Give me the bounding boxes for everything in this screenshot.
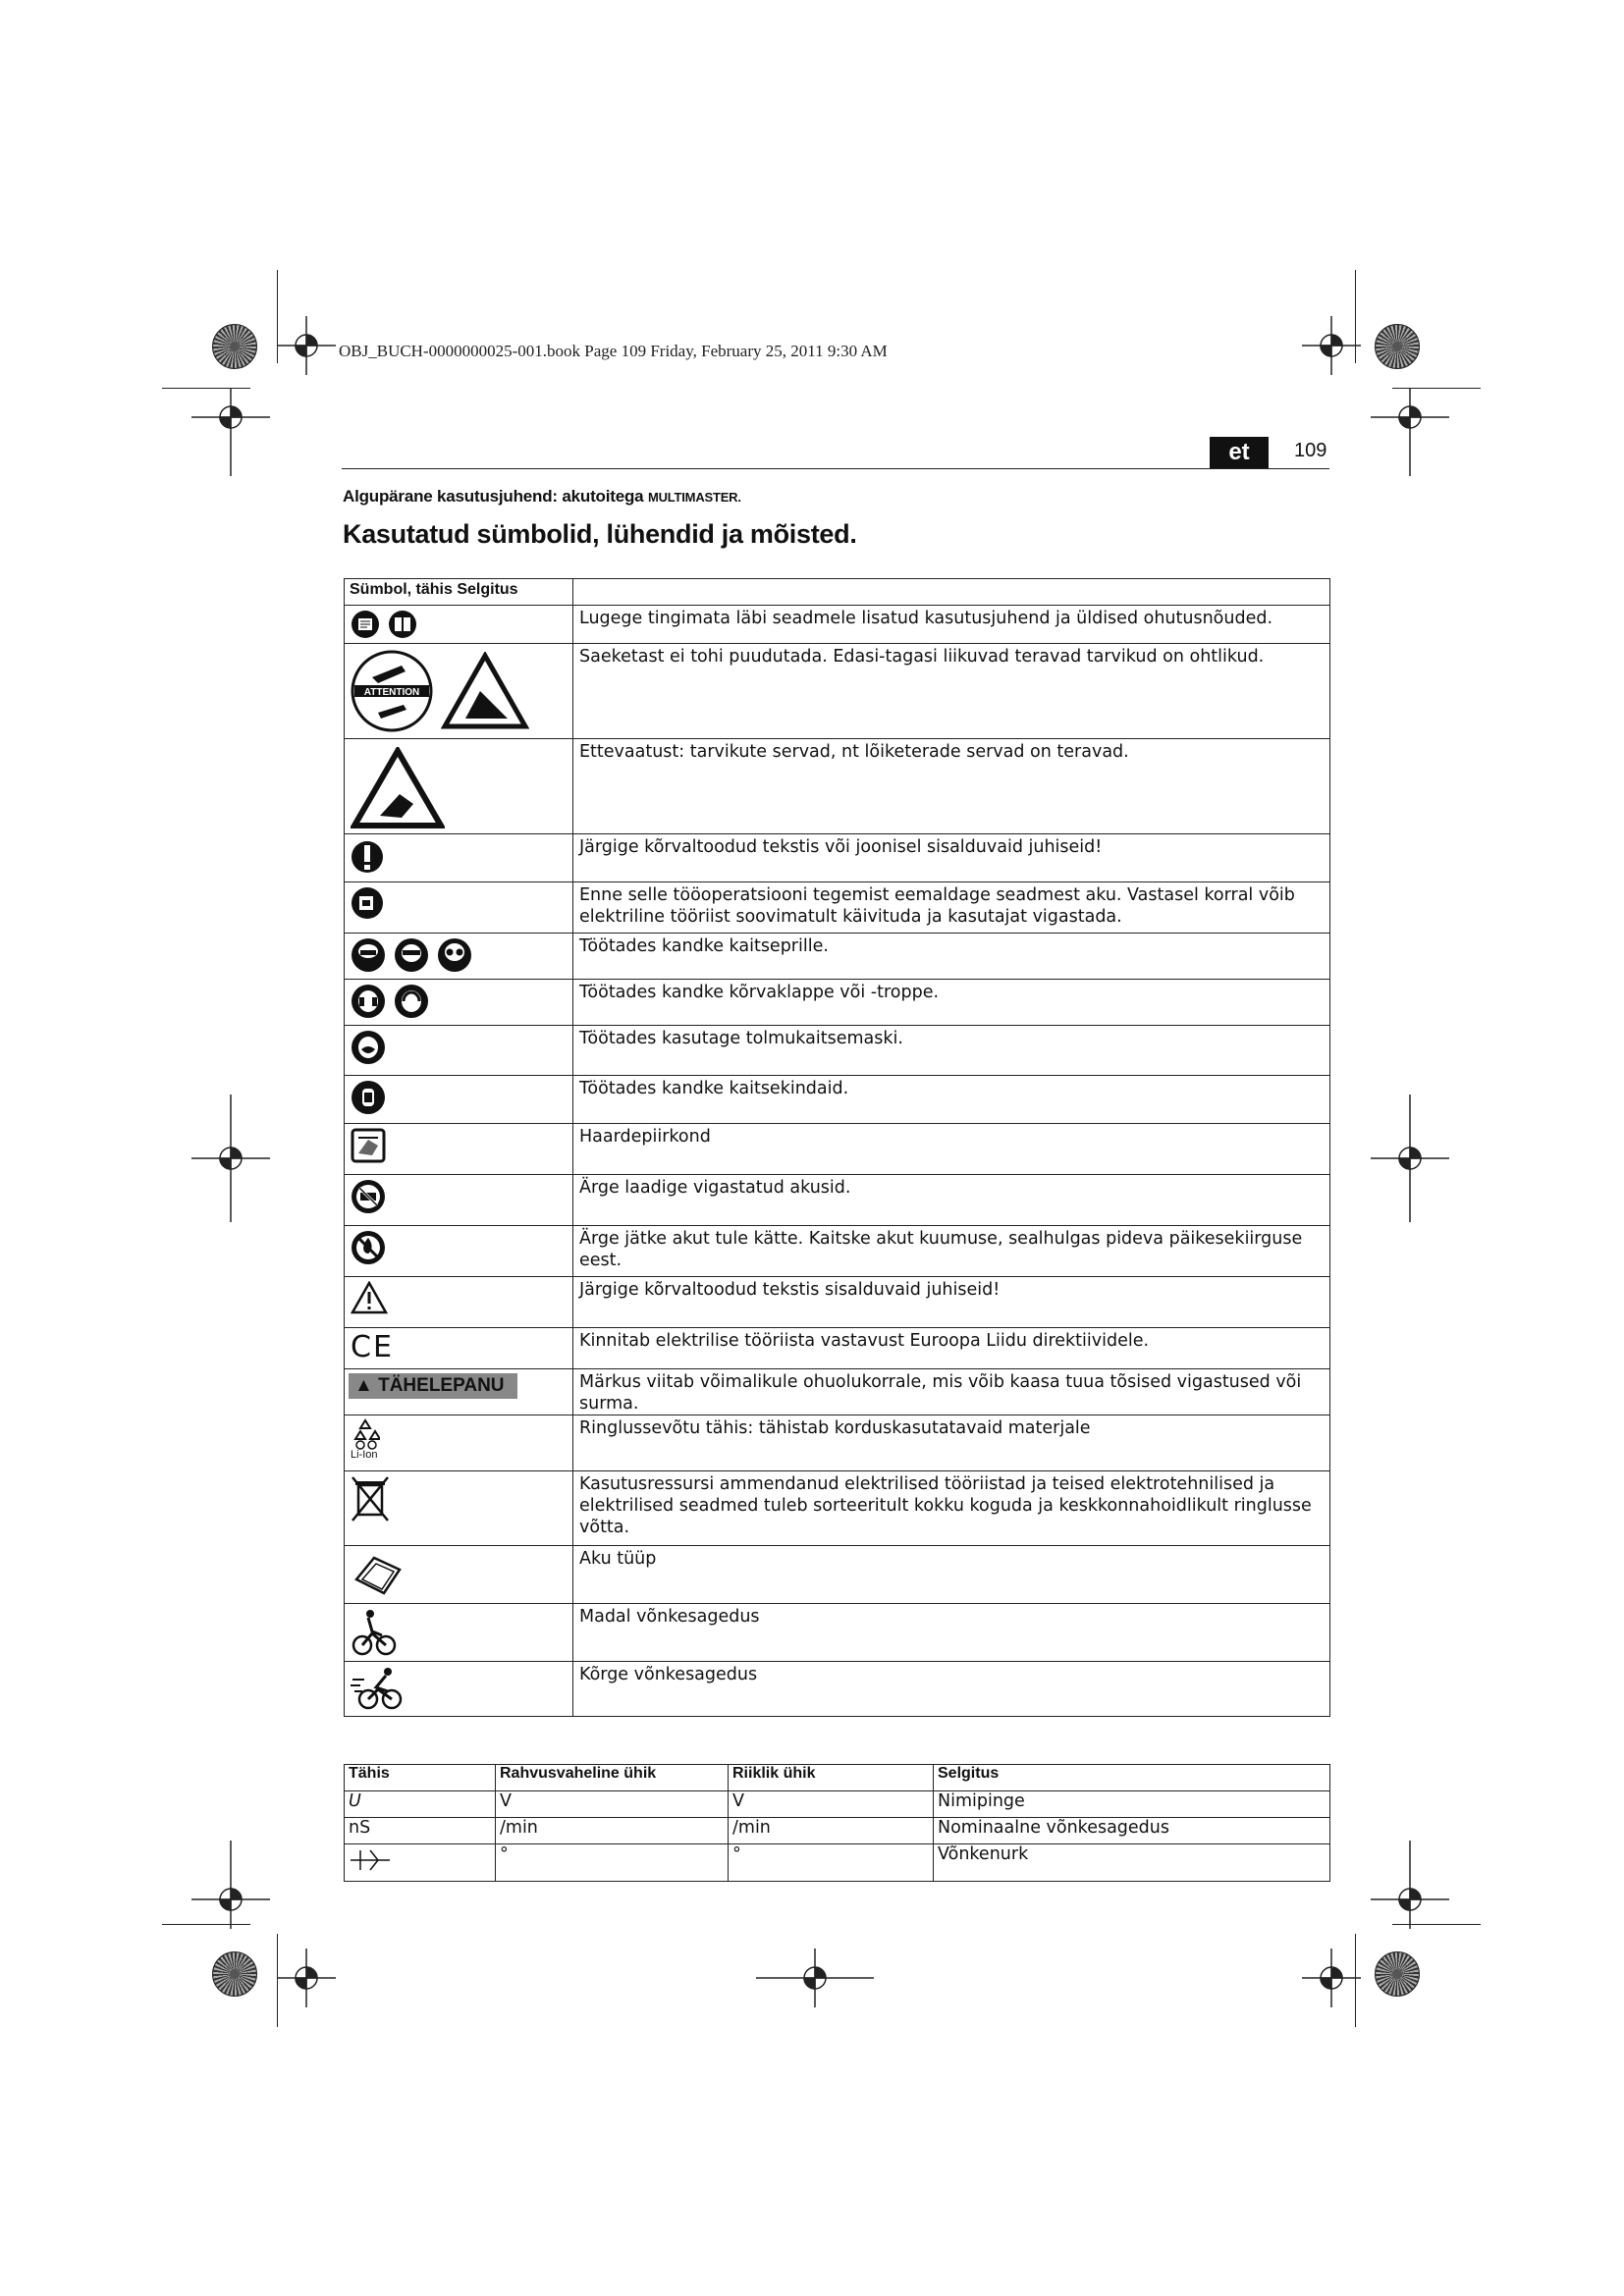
unit-desc: Nimipinge [934, 1791, 1330, 1818]
units-table-header [345, 1765, 1330, 1791]
fast-cyclist-icon [351, 1666, 406, 1711]
table-row [345, 1124, 1330, 1175]
remove-battery-icon [351, 886, 384, 920]
row-text: Madal võnkesagedus [573, 1604, 1330, 1662]
gloves-book-icon [351, 610, 380, 639]
header-national-unit: Riiklik ühik [729, 1765, 934, 1791]
table-row [345, 1844, 1330, 1882]
symbols-table [344, 578, 1330, 1717]
row-text: Aku tüüp [573, 1546, 1330, 1604]
row-text: Töötades kandke kaitseprille. [573, 934, 1330, 980]
weee-bin-icon [351, 1475, 390, 1522]
row-text: Töötades kasutage tolmukaitsemaski. [573, 1026, 1330, 1076]
manual-subtitle [343, 487, 741, 507]
gloves-icon [351, 1080, 386, 1115]
page-number: 109 [1294, 440, 1327, 461]
row-text: Ärge laadige vigastatud akusid. [573, 1175, 1330, 1226]
row-text: Kasutusressursi ammendanud elektrilised tööriistad ja teised elektrotehnilised ja elektrilised seadmed tuleb sorteeritult kokku koguda ja keskkonnahoidlikult ringlusse võtta. [573, 1471, 1330, 1546]
row-text: Järgige kõrvaltoodud tekstis sisalduvaid juhiseid! [573, 1277, 1330, 1328]
row-text: Ettevaatust: tarvikute servad, nt lõiketerade servad on teravad. [573, 739, 1330, 834]
table-row [345, 834, 1330, 882]
tahelepanu-label-icon: ▲ TÄHELEPANU [349, 1373, 517, 1399]
table-row [345, 980, 1330, 1026]
unit-national: V [729, 1791, 934, 1818]
row-text: Järgige kõrvaltoodud tekstis või joonisel sisalduvaid juhiseid! [573, 834, 1330, 882]
table-row [345, 1328, 1330, 1369]
table-row [345, 1226, 1330, 1277]
table-row [345, 606, 1330, 644]
table-row [345, 644, 1330, 739]
unit-intl: ° [496, 1844, 729, 1882]
row-text: Enne selle tööoperatsiooni tegemist eemaldage seadmest aku. Vastasel korral võib elektriline tööriist soovimatult käivituda ja kasutajat vigastada. [573, 882, 1330, 934]
unit-intl: /min [496, 1818, 729, 1844]
row-text: Töötades kandke kaitsekindaid. [573, 1076, 1330, 1124]
battery-pack-icon [351, 1550, 406, 1599]
row-text: Töötades kandke kõrvaklappe või -troppe. [573, 980, 1330, 1026]
table-row [345, 934, 1330, 980]
units-table [344, 1764, 1330, 1882]
table-row [345, 1369, 1330, 1415]
unit-symbol: U [345, 1791, 496, 1818]
earmuff-icon [394, 984, 429, 1019]
table-row [345, 1026, 1330, 1076]
recycle-li-ion-icon [351, 1417, 380, 1451]
tahelepanu-text: TÄHELEPANU [378, 1375, 505, 1396]
attention-label: ATTENTION [363, 687, 420, 698]
unit-symbol: nS [345, 1818, 496, 1844]
header-symbol: Tähis [345, 1765, 496, 1791]
table-row [345, 739, 1330, 834]
table-row [345, 1546, 1330, 1604]
language-badge: et [1210, 437, 1269, 468]
sharp-edges-warning-icon [351, 747, 445, 829]
table-row [345, 1818, 1330, 1844]
row-text: Lugege tingimata läbi seadmele lisatud kasutusjuhend ja üldised ohutusnõuded. [573, 606, 1330, 644]
header-explanation: Selgitus [934, 1765, 1330, 1791]
symbols-table-header-blank [573, 579, 1330, 606]
ear-protection-icon [351, 984, 386, 1019]
row-text: Ärge jätke akut tule kätte. Kaitske akut kuumuse, sealhulgas pideva päikesekiirguse eest. [573, 1226, 1330, 1277]
subtitle-text: Algupärane kasutusjuhend: akutoitega [343, 487, 648, 506]
caution-triangle-icon [351, 1281, 388, 1314]
table-row [345, 1076, 1330, 1124]
unit-symbol [345, 1844, 496, 1882]
li-ion-label: Li-Ion [351, 1449, 378, 1461]
row-text: Haardepiirkond [573, 1124, 1330, 1175]
no-fire-icon [351, 1230, 386, 1265]
unit-desc: Nominaalne võnkesagedus [934, 1818, 1330, 1844]
slow-cyclist-icon [351, 1608, 398, 1657]
face-shield-icon [394, 937, 429, 973]
table-row [345, 882, 1330, 934]
unit-intl: V [496, 1791, 729, 1818]
table-row [345, 1604, 1330, 1662]
row-text: Ringlussevõtu tähis: tähistab korduskasutatavaid materjale [573, 1415, 1330, 1471]
book-info-line: OBJ_BUCH-0000000025-001.book Page 109 Friday, February 25, 2011 9:30 AM [339, 342, 888, 360]
table-row [345, 1415, 1330, 1471]
warning-blade-triangle-icon [441, 652, 529, 730]
symbols-table-header: Sümbol, tähis Selgitus [345, 579, 573, 606]
page-title: Kasutatud sümbolid, lühendid ja mõisted. [343, 519, 857, 549]
table-row [345, 1277, 1330, 1328]
row-text: Märkus viitab võimalikule ohuolukorrale, mis võib kaasa tuua tõsised vigastused või surma. [573, 1369, 1330, 1415]
subtitle-brand: MULTIMASTER. [647, 490, 741, 505]
row-text: Kinnitab elektrilise tööriista vastavust Euroopa Liidu direktiividele. [573, 1328, 1330, 1369]
dust-mask-icon [351, 1030, 386, 1065]
row-text: Kõrge võnkesagedus [573, 1662, 1330, 1717]
header-intl-unit: Rahvusvaheline ühik [496, 1765, 729, 1791]
table-row [345, 1175, 1330, 1226]
table-row [345, 1791, 1330, 1818]
header-rule [342, 468, 1329, 469]
table-row [345, 1471, 1330, 1546]
unit-national: ° [729, 1844, 934, 1882]
table-row [345, 1662, 1330, 1717]
manual-book-icon [388, 610, 417, 639]
unit-desc: Võnkenurk [934, 1844, 1330, 1882]
attention-blade-icon [351, 650, 433, 732]
glasses-icon [437, 937, 472, 973]
goggles-icon [351, 937, 386, 973]
grip-area-icon [351, 1128, 386, 1163]
row-text: Saeketast ei tohi puudutada. Edasi-tagasi liikuvad teravad tarvikud on ohtlikud. [573, 644, 1330, 739]
ce-mark-icon: CE [351, 1330, 394, 1364]
oscillation-angle-icon [349, 1844, 392, 1874]
exclamation-icon [351, 838, 384, 876]
unit-national: /min [729, 1818, 934, 1844]
no-damaged-battery-icon [351, 1179, 386, 1214]
